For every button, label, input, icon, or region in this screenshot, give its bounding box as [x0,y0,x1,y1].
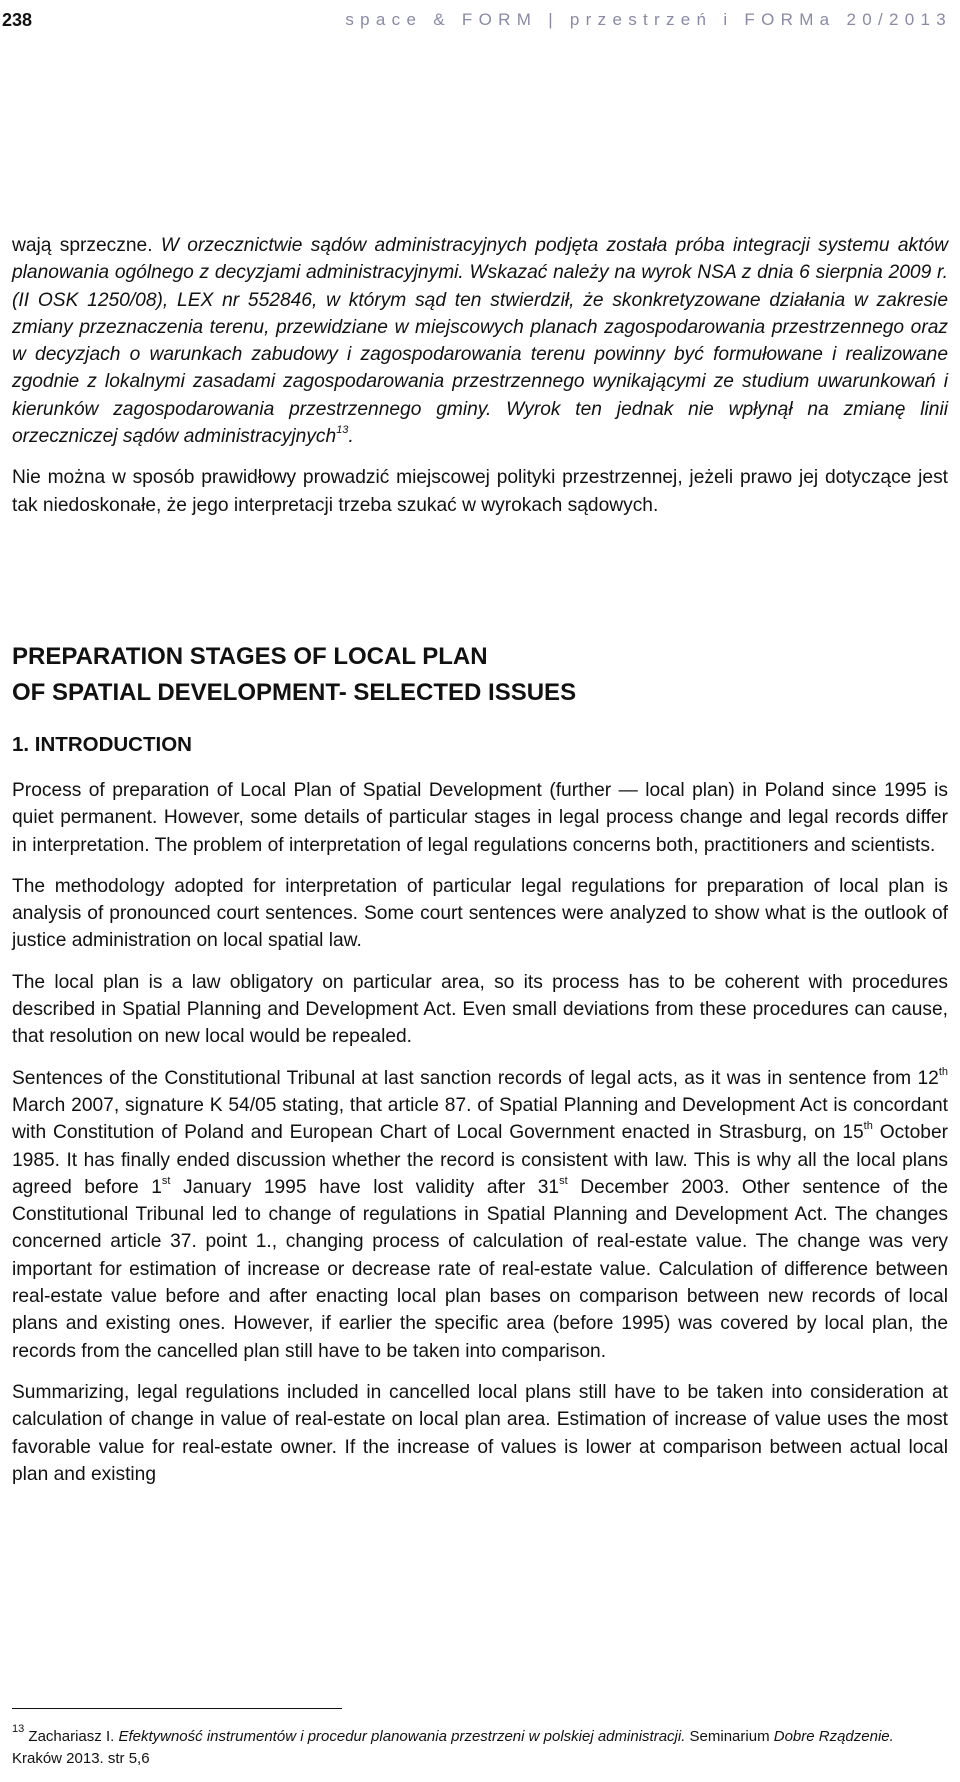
page-body [12,232,948,1488]
p4-sup-2: th [863,1120,873,1133]
footnote-13 [12,1723,942,1770]
intro-paragraph-2: The methodology adopted for interpretation of particular legal regulations for preparation of local plan is analysis of pronounced court sentences. Some court sentences were analyzed to show what is the outlook of justice administration on local spatial law. [12,875,948,952]
p4-sup-1: th [938,1065,948,1078]
footnote-title: Efektywność instrumentów i procedur planowania przestrzeni w polskiej administracji. [118,1728,686,1745]
footnote-divider [12,1708,342,1709]
polish-paragraph-1 [12,232,948,450]
footnote-mid: Seminarium [685,1728,774,1745]
footnote-end: Kraków 2013. str 5,6 [12,1750,150,1767]
polish-p1-italic: W orzecznictwie sądów administracyjnych podjęta została próba integracji systemu aktów planowania ogólnego z decyzjami administracyjnymi. Wskazać należy na wyrok NSA z dnia 6 sierpnia 2009 r. (II OSK 1250/08), LEX nr 552846, w którym sąd ten stwierdził, że skonkretyzowane działania w zakresie zmiany przeznaczenia terenu, przewidziane w miejscowych planach zagospodarowania przestrzennego oraz w decyzjach o warunkach zabudowy i zagospodarowania terenu powinny być formułowane i realizowane zgodnie z lokalnymi zasadami zagospodarowania przestrzennego wynikającymi ze studium uwarunkowań i kierunków zagospodarowania przestrzennego gminy. Wyrok ten jednak nie wpłynął na zmianę linii orzeczniczej sądów administracyjnych [12,235,948,448]
p4-part-a: Sentences of the Constitutional Tribunal at last sanction records of legal acts, as it was in sentence from 12 [12,1067,939,1089]
polish-paragraph-2: Nie można w sposób prawidłowy prowadzić miejscowej polityki przestrzennej, jeżeli prawo jej dotyczące jest tak niedoskonałe, że jego interpretacji trzeba szukać w wyrokach sądowych. [12,467,948,516]
page-header [0,8,960,38]
footnote-author: Zachariasz I. [24,1728,119,1745]
intro-paragraph-4 [12,1065,948,1365]
footnote-number: 13 [12,1723,25,1735]
footnote-venue: Dobre Rządzenie. [773,1728,894,1745]
p4-part-c: October 1985. It has finally ended discussion whether the record is consistent with law. This is why all the local plans agreed before 1 [12,1122,949,1198]
p4-part-e: December 2003. Other sentence of the Constitutional Tribunal led to change of regulations in Spatial Planning and Development Act. The changes concerned article 37. point 1., changing process of calculation of real-estate value. The change was very important for estimation of increase or decrease rate of real-estate value. Calculation of difference between real-estate value before and after enacting local plan bases on comparison between new records of local plans and existing ones. However, if earlier the specific area (before 1995) was covered by local plan, the records from the cancelled plan still have to be taken into comparison. [12,1176,949,1362]
intro-paragraph-3: The local plan is a law obligatory on particular area, so its process has to be coherent with procedures described in Spatial Planning and Development Act. Even small deviations from these procedures can cause, that resolution on new local would be repealed. [12,971,948,1048]
intro-paragraph-5: Summarizing, legal regulations included in cancelled local plans still have to be taken into consideration at calculation of change in value of real-estate on local plan area. Estimation of increase of value uses the most favorable value for real-estate owner. If the increase of values is lower at comparison between actual local plan and existing [12,1381,948,1485]
p4-sup-4: st [559,1174,568,1187]
page-number: 238 [2,10,33,30]
polish-p1-lead: wają sprzeczne. [12,235,161,256]
intro-paragraph-1: Process of preparation of Local Plan of Spatial Development (further — local plan) in Poland since 1995 is quiet permanent. However, some details of particular stages in legal process change and legal records differ in interpretation. The problem of interpretation of legal regulations concerns both, practitioners and scientists. [12,779,948,856]
article-title-line2: OF SPATIAL DEVELOPMENT- SELECTED ISSUES [12,678,577,706]
p4-part-d: January 1995 have lost validity after 31 [170,1176,560,1198]
article-title [12,639,948,711]
p4-part-b: March 2007, signature K 54/05 stating, that article 87. of Spatial Planning and Development Act is concordant with Constitution of Poland and European Chart of Local Government enacted in Strasburg, on 15 [12,1094,948,1144]
footnote-ref-13[interactable]: 13 [336,424,349,437]
running-head: space & FORM | przestrzeń i FORMa 20/2013 [345,10,952,29]
article-title-line1: PREPARATION STAGES OF LOCAL PLAN [12,642,488,670]
polish-p1-end: . [348,426,354,448]
section-heading-introduction: 1. INTRODUCTION [12,732,192,756]
p4-sup-3: st [161,1174,171,1187]
